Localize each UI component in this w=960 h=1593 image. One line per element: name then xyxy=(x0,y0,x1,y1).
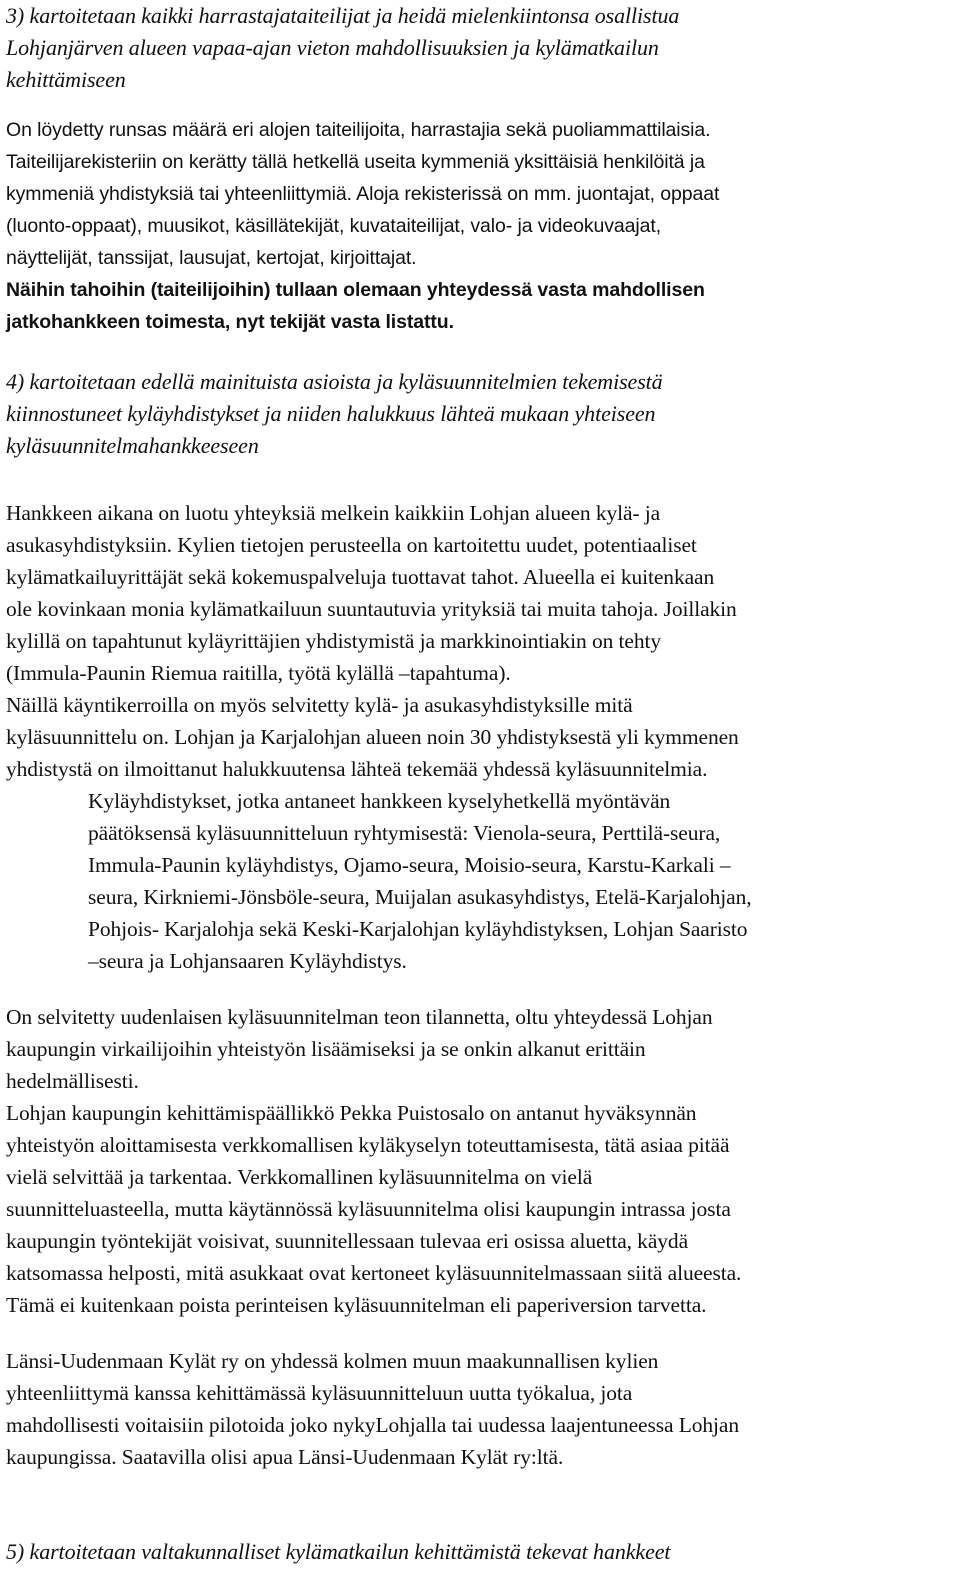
bold-line: jatkohankkeen toimesta, nyt tekijät vasta listattu. xyxy=(6,311,454,333)
heading-line: 4) kartoitetaan edellä mainituista asioista ja kyläsuunnitelmien tekemisestä xyxy=(6,369,663,394)
body-line: näyttelijät, tanssijat, lausujat, kertojat, kirjoittajat. xyxy=(6,247,417,269)
body-line: kyläsuunnittelu on. Lohjan ja Karjalohjan alueen noin 30 yhdistyksestä yli kymmenen xyxy=(6,725,739,749)
body-line: yhteistyön aloittamisesta verkkomallisen kyläkyselyn toteuttamisesta, tätä asiaa pitää xyxy=(6,1133,730,1157)
body-line: vielä selvittää ja tarkentaa. Verkkomallinen kyläsuunnitelma on vielä xyxy=(6,1165,593,1189)
heading-line: kehittämiseen xyxy=(6,67,126,92)
kylayhdistykset-list xyxy=(88,785,948,977)
body-line: seura, Kirkniemi-Jönsböle-seura, Muijalan asukasyhdistys, Etelä-Karjalohjan, xyxy=(88,885,752,909)
body-line: kylämatkailuyrittäjät sekä kokemuspalveluja tuottavat tahot. Alueella ei kuitenkaan xyxy=(6,565,715,589)
body-line: yhteenliittymä kanssa kehittämässä kyläsuunnitteluun uutta työkalua, jota xyxy=(6,1381,633,1405)
body-line: Tämä ei kuitenkaan poista perinteisen kyläsuunnitelman eli paperiversion tarvetta. xyxy=(6,1293,707,1317)
body-line: –seura ja Lohjansaaren Kyläyhdistys. xyxy=(88,949,407,973)
body-line: päätöksensä kyläsuunnitteluun ryhtymisestä: Vienola-seura, Perttilä-seura, xyxy=(88,821,721,845)
body-line: (Immula-Paunin Riemua raitilla, työtä kylällä –tapahtuma). xyxy=(6,661,511,685)
body-line: Taiteilijarekisteriin on kerätty tällä hetkellä useita kymmeniä yksittäisiä henkilöitä ja xyxy=(6,151,705,173)
body-line: kaupungin virkailijoihin yhteistyön lisäämiseksi ja se onkin alkanut erittäin xyxy=(6,1037,646,1061)
section-3-body xyxy=(6,114,956,274)
body-line: Pohjois- Karjalohja sekä Keski-Karjalohjan kyläyhdistyksen, Lohjan Saaristo xyxy=(88,917,748,941)
body-line: yhdistystä on ilmoittanut halukkuutensa lähteä tekemää yhdessä kyläsuunnitelmia. xyxy=(6,757,708,781)
body-line: ole kovinkaan monia kylämatkailuun suuntautuvia yrityksiä tai muita tahoja. Joillakin xyxy=(6,597,737,621)
body-line: kaupungissa. Saatavilla olisi apua Länsi-Uudenmaan Kylät ry:ltä. xyxy=(6,1445,564,1469)
section-4-heading xyxy=(6,366,956,462)
body-line: Näillä käyntikerroilla on myös selvitetty kylä- ja asukasyhdistyksille mitä xyxy=(6,693,633,717)
body-line: kylillä on tapahtunut kyläyrittäjien yhdistymistä ja markkinointiakin on tehty xyxy=(6,629,662,653)
body-line: suunnitteluasteella, mutta käytännössä kyläsuunnitelma olisi kaupungin intrassa josta xyxy=(6,1197,731,1221)
heading-line: kiinnostuneet kyläyhdistykset ja niiden halukkuus lähteä mukaan yhteiseen xyxy=(6,401,656,426)
heading-line: Lohjanjärven alueen vapaa-ajan vieton mahdollisuuksien ja kylämatkailun xyxy=(6,35,659,60)
section-4-paragraph-3 xyxy=(6,1345,956,1473)
body-line: On selvitetty uudenlaisen kyläsuunnitelman teon tilannetta, oltu yhteydessä Lohjan xyxy=(6,1005,713,1029)
body-line: kymmeniä yhdistyksiä tai yhteenliittymiä. Aloja rekisterissä on mm. juontajat, oppaat xyxy=(6,183,720,205)
body-line: hedelmällisesti. xyxy=(6,1069,139,1093)
section-4-paragraph-2 xyxy=(6,1001,956,1321)
bold-line: Näihin tahoihin (taiteilijoihin) tullaan olemaan yhteydessä vasta mahdollisen xyxy=(6,279,705,301)
body-line: kaupungin työntekijät voisivat, suunnitellessaan tulevaa eri osissa aluetta, käydä xyxy=(6,1229,689,1253)
body-line: (luonto-oppaat), muusikot, käsillätekijät, kuvataiteilijat, valo- ja videokuvaajat, xyxy=(6,215,662,237)
heading-line: 3) kartoitetaan kaikki harrastajataiteilijat ja heidä mielenkiintonsa osallistua xyxy=(6,3,680,28)
body-line: asukasyhdistyksiin. Kylien tietojen perusteella on kartoitettu uudet, potentiaaliset xyxy=(6,533,697,557)
body-line: katsomassa helposti, mitä asukkaat ovat kertoneet kyläsuunnitelmassaan siitä alueesta. xyxy=(6,1261,742,1285)
body-line: Hankkeen aikana on luotu yhteyksiä melkein kaikkiin Lohjan alueen kylä- ja xyxy=(6,501,661,525)
heading-line: kyläsuunnitelmahankkeeseen xyxy=(6,433,259,458)
body-line: Kyläyhdistykset, jotka antaneet hankkeen kyselyhetkellä myöntävän xyxy=(88,789,671,813)
section-3-bold-note xyxy=(6,274,956,338)
section-3-heading xyxy=(6,0,956,96)
body-line: Lohjan kaupungin kehittämispäällikkö Pekka Puistosalo on antanut hyväksynnän xyxy=(6,1101,697,1125)
body-line: Immula-Paunin kyläyhdistys, Ojamo-seura, Moisio-seura, Karstu-Karkali – xyxy=(88,853,731,877)
section-5-heading xyxy=(6,1536,956,1568)
section-4-paragraph-1 xyxy=(6,497,956,785)
body-line: Länsi-Uudenmaan Kylät ry on yhdessä kolmen muun maakunnallisen kylien xyxy=(6,1349,659,1373)
body-line: On löydetty runsas määrä eri alojen taiteilijoita, harrastajia sekä puoliammattilaisia. xyxy=(6,119,711,141)
heading-line: 5) kartoitetaan valtakunnalliset kylämatkailun kehittämistä tekevat hankkeet xyxy=(6,1539,671,1564)
body-line: mahdollisesti voitaisiin pilotoida joko nykyLohjalla tai uudessa laajentuneessa Lohjan xyxy=(6,1413,740,1437)
